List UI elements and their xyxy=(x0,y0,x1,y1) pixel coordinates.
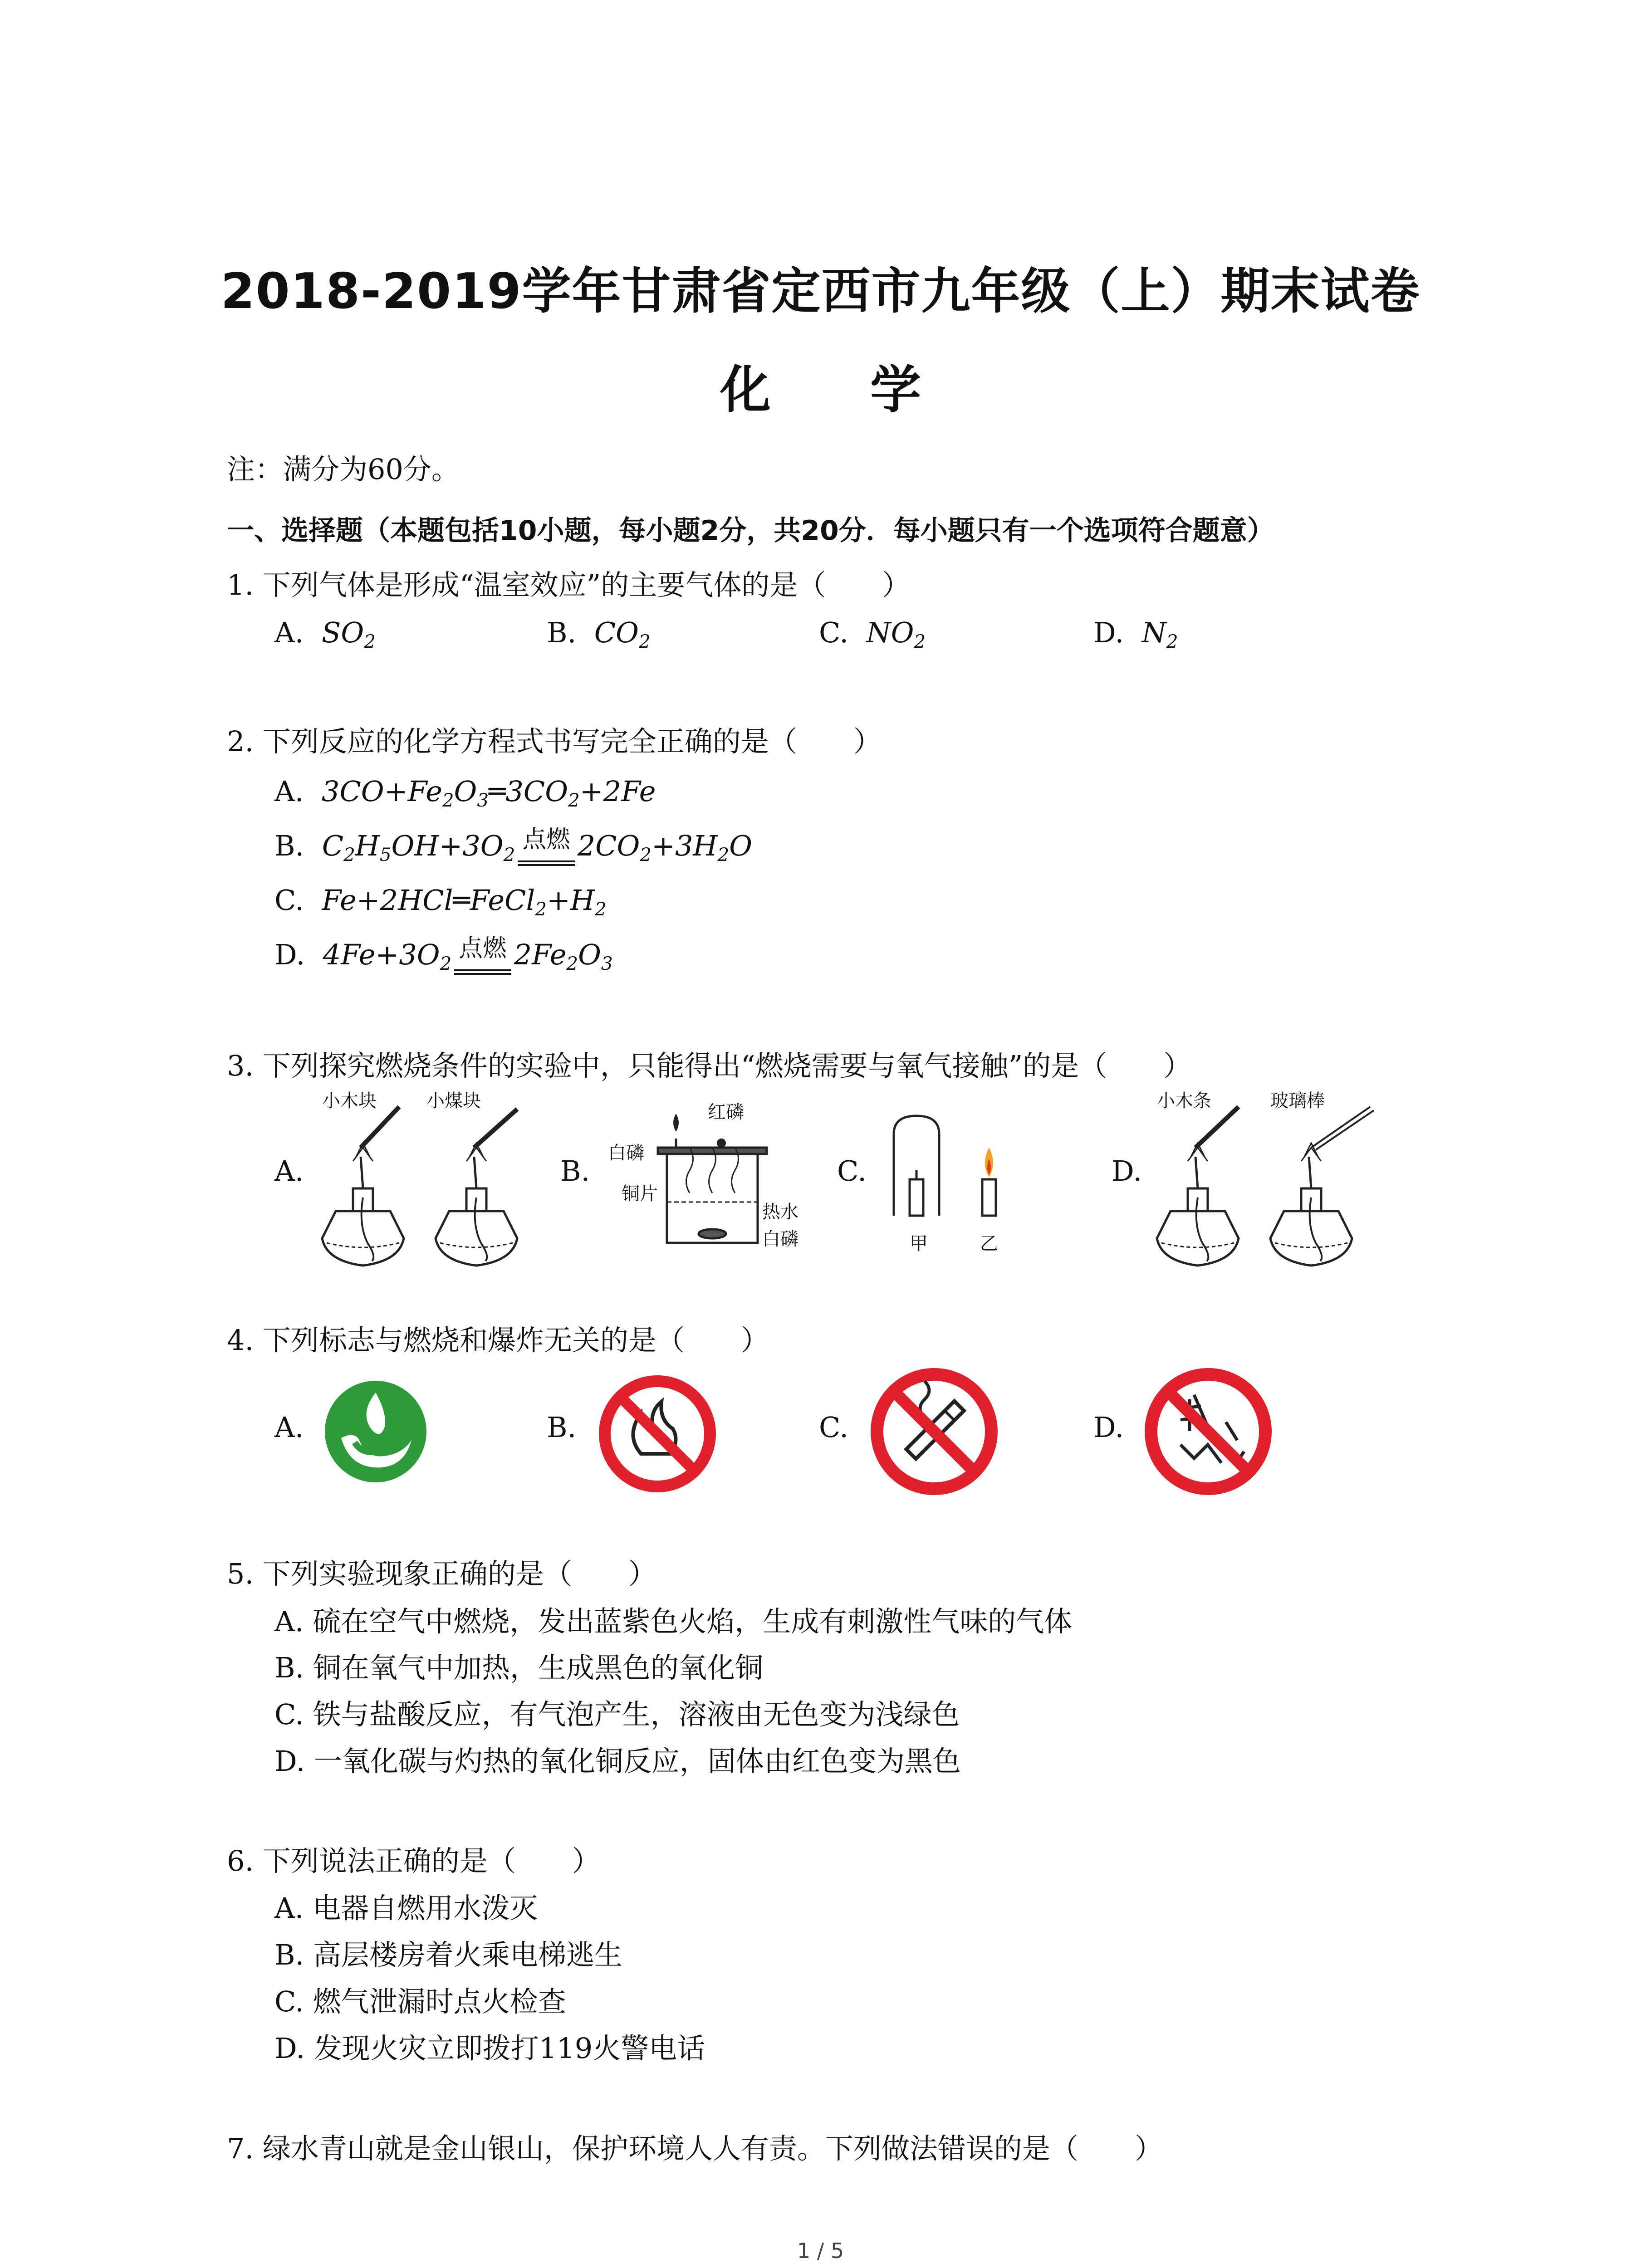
question-2-stem: 2. 下列反应的化学方程式书写完全正确的是（ ） xyxy=(227,725,882,758)
exam-title: 2018-2019学年甘肃省定西市九年级（上）期末试卷 xyxy=(220,263,1421,320)
q1-option-b: B. $CO_2$ xyxy=(547,616,651,653)
page-number: 1 / 5 xyxy=(797,2239,844,2263)
question-7-stem: 7. 绿水青山就是金山银山，保护环境人人有责。下列做法错误的是（ ） xyxy=(227,2132,1163,2165)
q6-option-d: D. 发现火灾立即拨打119火警电话 xyxy=(274,2032,705,2065)
q4-label-b: B. xyxy=(547,1411,577,1444)
q5-option-b: B. 铜在氧气中加热，生成黑色的氧化铜 xyxy=(274,1651,763,1684)
figure-alcohol-lamps-a: 小木块 小煤块 xyxy=(313,1089,558,1270)
q3-label-a: A. xyxy=(274,1154,304,1188)
q2-option-c: C. $Fe+2HCl═FeCl_2+H_2$ xyxy=(274,884,607,920)
q3-label-b: B. xyxy=(560,1154,590,1188)
q6-option-c: C. 燃气泄漏时点火检查 xyxy=(274,1985,566,2018)
q6-option-b: B. 高层楼房着火乘电梯逃生 xyxy=(274,1938,622,1971)
q4-label-a: A. xyxy=(274,1411,304,1444)
q2-option-a: A. $3CO+Fe_2O_3═3CO_2+2Fe$ xyxy=(274,775,656,811)
q2-option-b: B. $C_2H_5OH+3O_2$点燃 $2CO_2+3H_2O$ xyxy=(274,826,752,866)
q5-option-d: D. 一氧化碳与灼热的氧化铜反应，固体由红色变为黑色 xyxy=(274,1745,961,1778)
reaction-condition: 点燃 xyxy=(518,828,574,866)
question-5-stem: 5. 下列实验现象正确的是（ ） xyxy=(227,1557,656,1590)
q4-label-d: D. xyxy=(1093,1411,1124,1444)
q5-option-c: C. 铁与盐酸反应，有气泡产生，溶液由无色变为浅绿色 xyxy=(274,1698,960,1731)
question-4-stem: 4. 下列标志与燃烧和爆炸无关的是（ ） xyxy=(227,1324,769,1357)
water-saving-sign-icon xyxy=(323,1379,428,1484)
q1-option-a: A. $SO_2$ xyxy=(274,616,376,653)
score-note: 注：满分为60分。 xyxy=(227,453,460,486)
q1-option-d: D. $N_2$ xyxy=(1093,616,1178,653)
question-1-stem: 1. 下列气体是形成“温室效应”的主要气体的是（ ） xyxy=(227,568,911,601)
reaction-condition: 点燃 xyxy=(454,937,511,975)
section-heading: 一、选择题（本题包括10小题，每小题2分，共20分．每小题只有一个选项符合题意） xyxy=(227,515,1274,547)
q3-label-c: C. xyxy=(837,1154,867,1188)
q4-label-c: C. xyxy=(819,1411,848,1444)
no-open-flame-sign-icon xyxy=(598,1374,717,1493)
figure-copper-sheet-beaker: 红磷 白磷 铜片 热水 白磷 xyxy=(608,1102,798,1250)
subject-title: 化 学 xyxy=(720,361,962,420)
no-smoking-sign-icon xyxy=(870,1368,998,1496)
q5-option-a: A. 硫在空气中燃烧，发出蓝紫色火焰，生成有刺激性气味的气体 xyxy=(274,1605,1073,1638)
figure-alcohol-lamps-d: 小木条 玻璃棒 xyxy=(1148,1089,1393,1270)
figure-candles-jar: 甲 乙 xyxy=(885,1111,1021,1261)
q2-option-d: D. $4Fe+3O_2$点燃 $2Fe_2O_3$ xyxy=(274,934,613,975)
question-6-stem: 6. 下列说法正确的是（ ） xyxy=(227,1844,600,1877)
q1-option-c: C. $NO_2$ xyxy=(819,616,926,653)
question-3-stem: 3. 下列探究燃烧条件的实验中，只能得出“燃烧需要与氧气接触”的是（ ） xyxy=(227,1049,1192,1082)
q6-option-a: A. 电器自燃用水泼灭 xyxy=(274,1892,538,1925)
q3-label-d: D. xyxy=(1112,1154,1142,1188)
no-fireworks-sign-icon xyxy=(1144,1368,1272,1496)
